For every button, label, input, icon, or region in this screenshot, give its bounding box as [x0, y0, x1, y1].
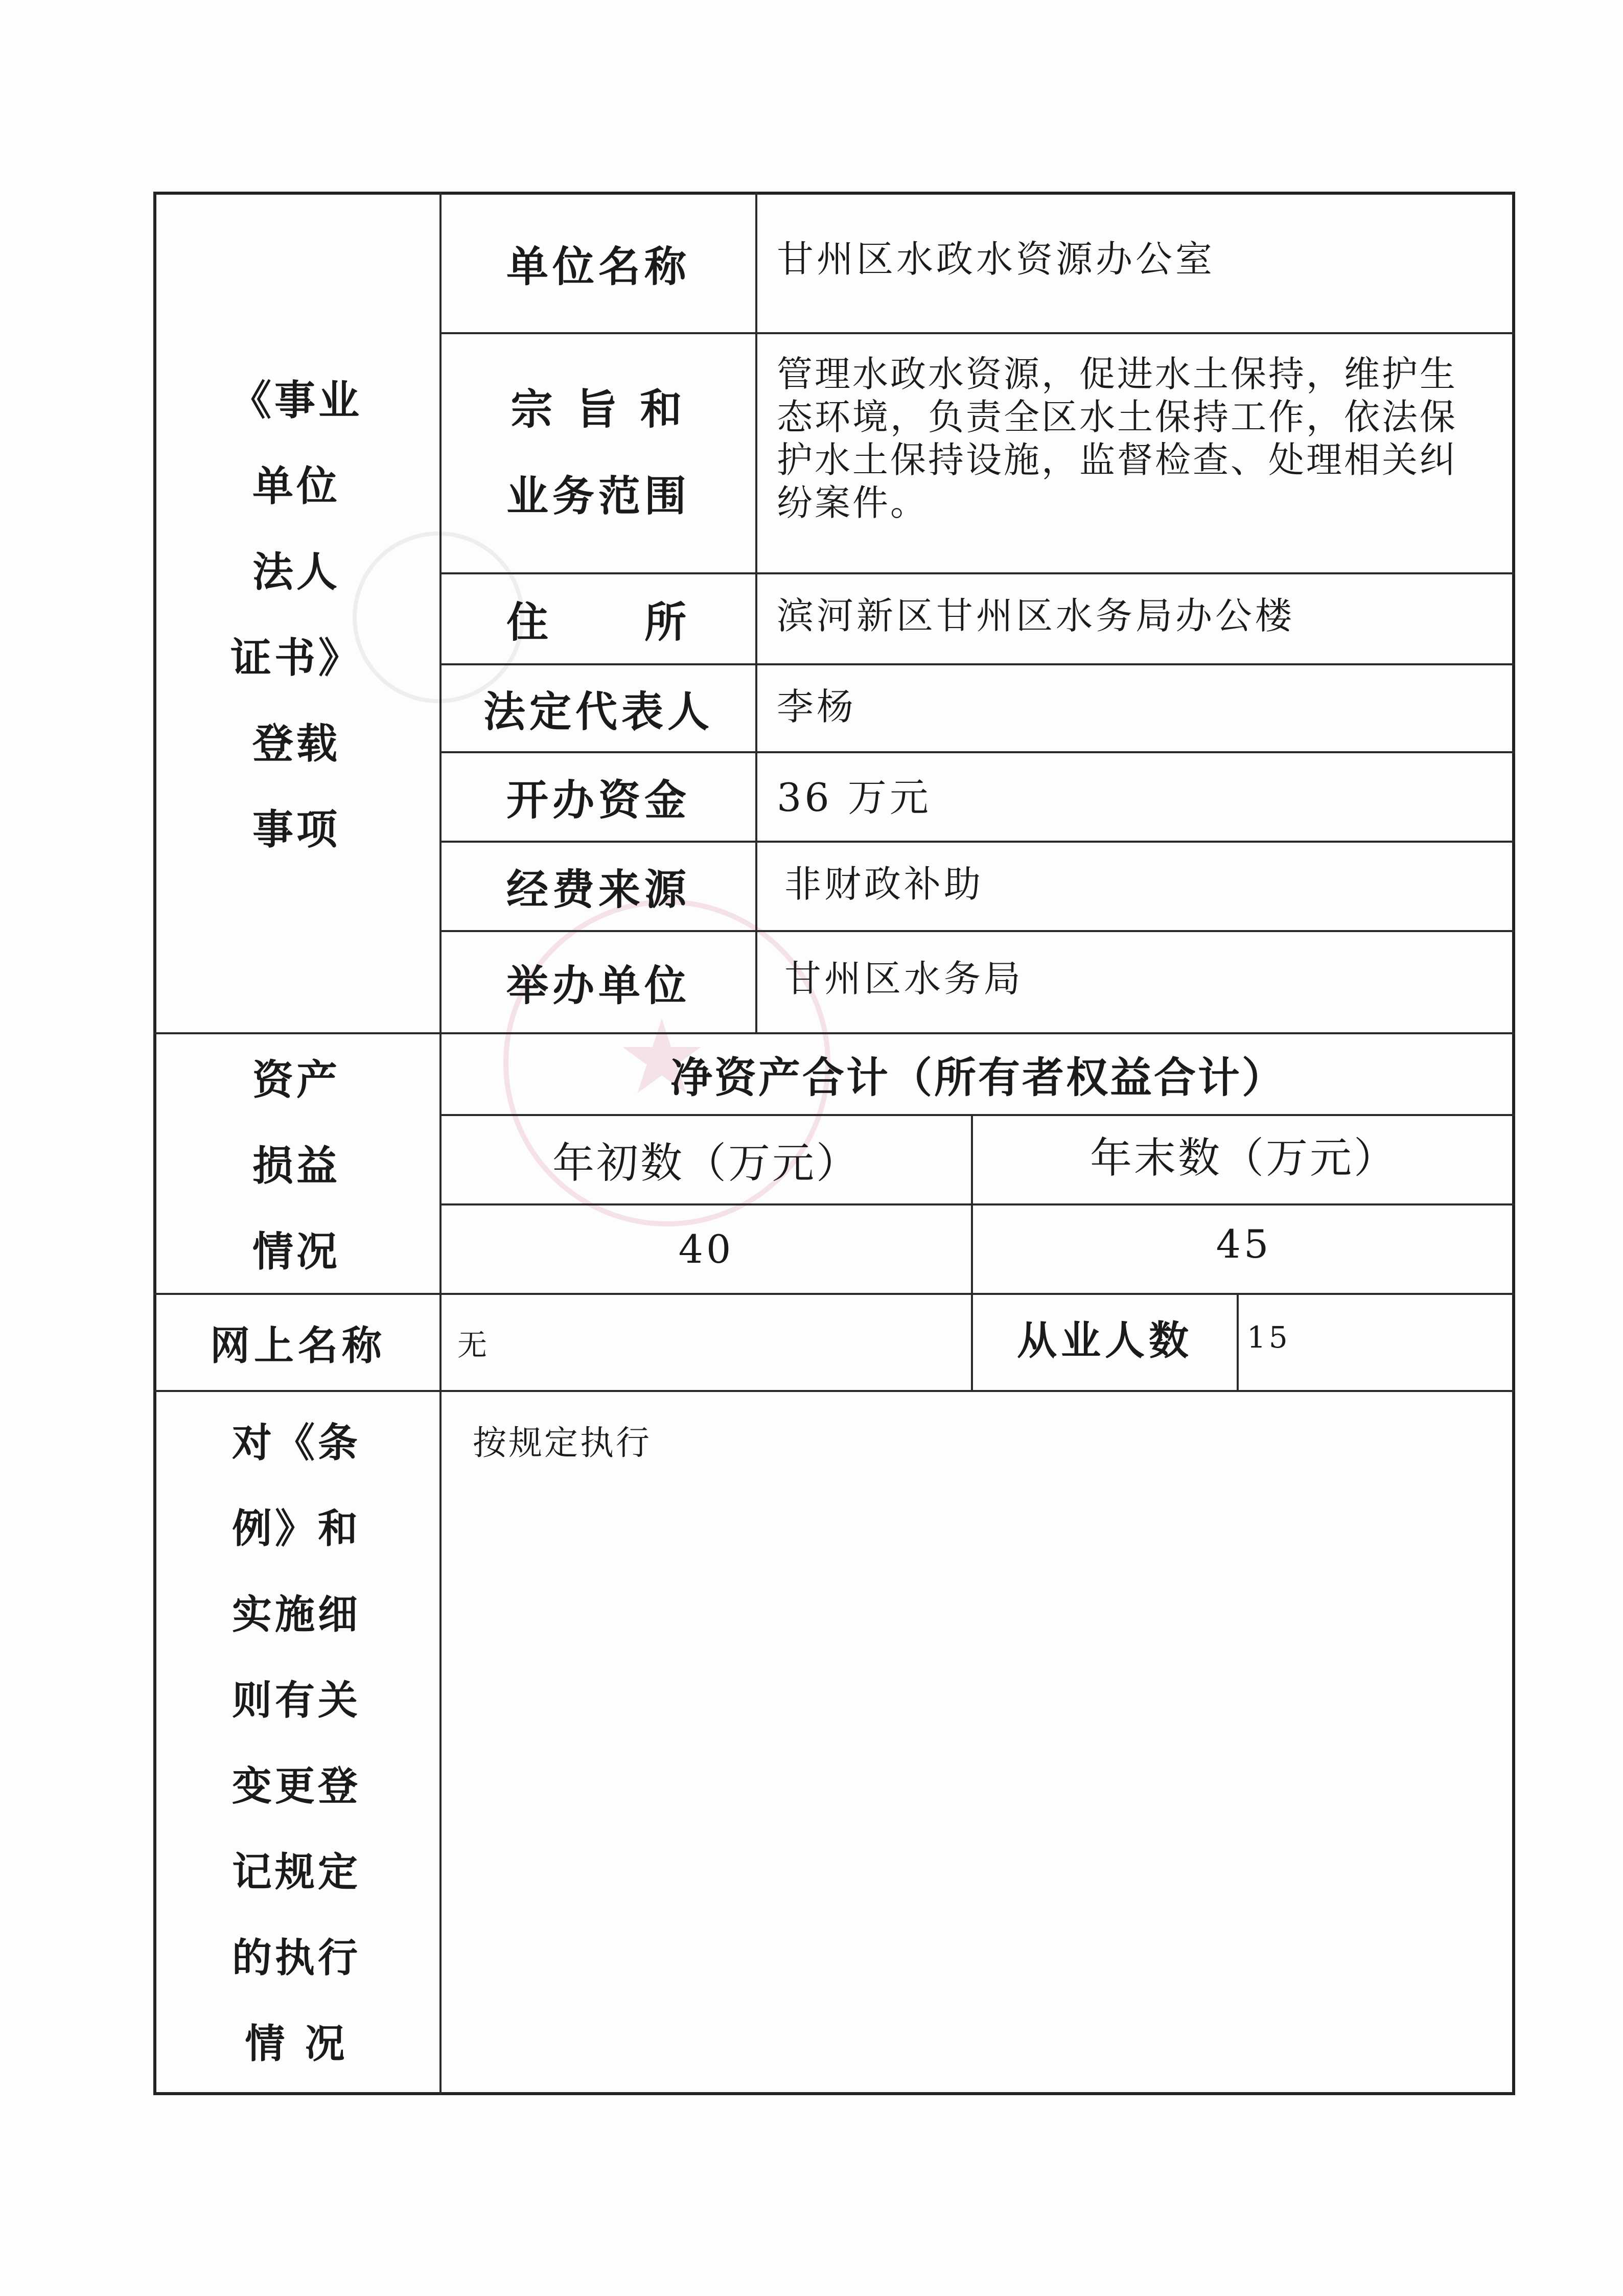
address-value: 滨河新区甘州区水务局办公楼: [777, 594, 1295, 637]
purpose-scope-value-line: 纷案件。: [777, 482, 928, 524]
year-start-value: 40: [678, 1226, 734, 1272]
purpose-scope-value-line: 护水土保持设施，监督检查、处理相关纠: [777, 439, 1457, 481]
year-end-header: 年末数（万元）: [1089, 1133, 1398, 1182]
side-label-line: 损益: [252, 1142, 340, 1190]
side-label-line: 则有关: [231, 1678, 361, 1724]
sponsor-unit-label: 举办单位: [506, 961, 690, 1010]
legal-representative-label: 法定代表人: [483, 687, 713, 736]
unit-name-label: 单位名称: [506, 243, 690, 291]
address-label: 住 所: [506, 598, 690, 647]
assets-side-label: [153, 1037, 439, 1295]
side-label-line: 的执行: [231, 1935, 361, 1981]
side-label-line: 证书》: [230, 634, 362, 682]
side-label-line: 变更登: [231, 1764, 361, 1810]
side-label-line: 情 况: [245, 2021, 348, 2067]
side-label-line: 实施细: [231, 1592, 361, 1638]
legal-representative-value: 李杨: [777, 685, 857, 728]
divider: [755, 192, 757, 1034]
side-label-line: 《事业: [230, 377, 362, 424]
purpose-scope-value-line: 管理水政水资源，促进水土保持，维护生: [777, 353, 1457, 395]
year-start-header: 年初数（万元）: [552, 1139, 860, 1188]
purpose-scope-value-line: 态环境，负责全区水土保持工作，依法保: [777, 396, 1457, 438]
side-label-line: 登载: [252, 720, 340, 768]
seal-star-icon: ★: [616, 998, 708, 1117]
divider: [153, 1390, 1515, 1392]
side-label-line: 情况: [252, 1228, 340, 1275]
purpose-scope-label-line: 宗 旨 和: [511, 385, 686, 434]
online-name-value: 无: [457, 1328, 491, 1362]
execution-side-label: [153, 1400, 439, 2087]
purpose-scope-label: [442, 334, 755, 572]
unit-name-value: 甘州区水政水资源办公室: [777, 238, 1216, 281]
sponsor-unit-value: 甘州区水务局: [784, 957, 1024, 1000]
execution-value: 按规定执行: [473, 1423, 652, 1463]
side-label-line: 记规定: [231, 1849, 361, 1895]
side-label-line: 例》和: [231, 1506, 361, 1552]
startup-funds-label: 开办资金: [506, 776, 690, 825]
net-assets-header: 净资产合计（所有者权益合计）: [670, 1053, 1286, 1102]
year-end-value: 45: [1216, 1221, 1272, 1267]
startup-funds-value: 36 万元: [777, 774, 932, 820]
purpose-scope-label-line: 业务范围: [506, 472, 690, 521]
funding-source-value: 非财政补助: [784, 863, 984, 906]
staff-count-label: 从业人数: [1016, 1318, 1193, 1364]
side-label-line: 法人: [252, 548, 340, 596]
online-name-label: 网上名称: [210, 1323, 386, 1369]
staff-count-value: 15: [1247, 1320, 1291, 1355]
divider: [1237, 1293, 1239, 1390]
side-label-line: 单位: [252, 462, 340, 510]
purpose-scope-value: [777, 353, 1502, 524]
funding-source-label: 经费来源: [506, 866, 690, 914]
side-label-line: 资产: [252, 1056, 340, 1104]
side-label-line: 对《条: [231, 1420, 361, 1466]
side-label-line: 事项: [252, 806, 340, 853]
registration-side-label: [153, 358, 439, 873]
